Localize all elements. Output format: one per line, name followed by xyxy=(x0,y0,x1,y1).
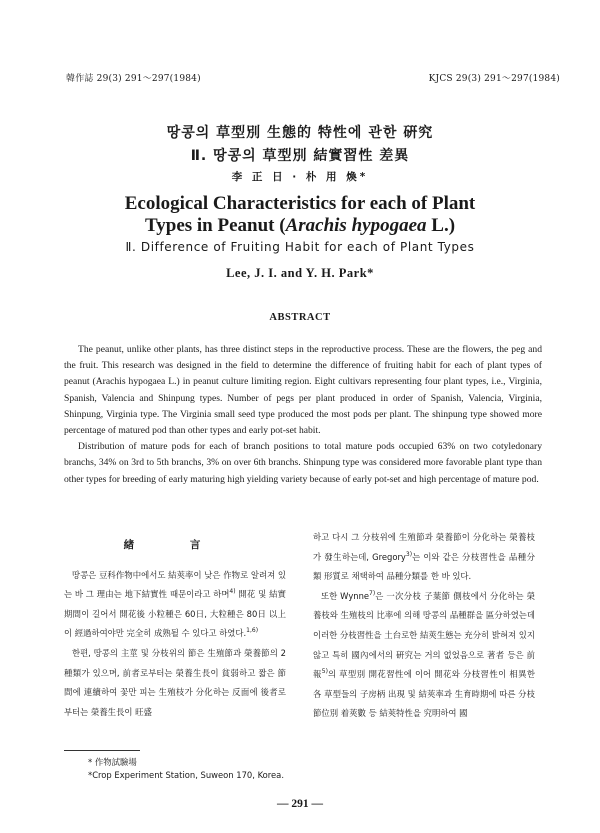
footnote-english: *Crop Experiment Station, Suweon 170, Korea. xyxy=(88,770,284,780)
page-number: — 291 — xyxy=(277,798,323,810)
abstract-heading: ABSTRACT xyxy=(269,312,331,323)
english-title-line1: Ecological Characteristics for each of Plant xyxy=(124,193,476,214)
english-title-line2 xyxy=(0,214,600,238)
english-title-line2-pre: Types in Peanut ( xyxy=(144,215,286,236)
english-subtitle: Ⅱ. Difference of Fruiting Habit for each of Plant Types xyxy=(125,240,475,254)
korean-title-line1: 땅콩의 草型別 生態的 特性에 관한 硏究 xyxy=(166,125,434,141)
journal-header-english: KJCS 29(3) 291～297(1984) xyxy=(428,74,560,84)
footnote-rule xyxy=(64,750,140,751)
citation-ref: 3) xyxy=(405,550,413,558)
citation-ref: 7) xyxy=(369,589,376,597)
introduction-heading: 緖 言 xyxy=(123,539,227,551)
right-column xyxy=(313,528,535,724)
abstract-body xyxy=(64,342,542,488)
english-title-line2-post: L.) xyxy=(426,215,456,236)
intro-paragraph-1: 땅콩은 豆科作物中에서도 結莢率이 낮은 作物로 알려져 있는 바 그 理由는 地下結實性 때문이라고 하며$^{4)}$ 開花 및 結實期間이 길어서 開花後 小粒種은 60日, 大粒種은 80日 以上이 經過하여야만 完全히 成熟될 수 있다고 하였다.$^{1,6)}$ xyxy=(64,569,287,639)
korean-authors: 李 正 日 · 朴 用 煥* xyxy=(231,171,369,183)
korean-title-line2: Ⅱ. 땅콩의 草型別 結實習性 差異 xyxy=(190,148,410,164)
intro-paragraph-2: 한편, 땅콩의 主莖 및 分枝위의 節은 生殖節과 榮養節의 2種類가 있으며, 前者로부터는 榮養生長이 貧弱하고 짧은 節間에 連續하여 꽃만 피는 生殖枝가 分化하는 反面에 後者로부터는 榮養生長이 旺盛 xyxy=(64,647,286,717)
english-authors: Lee, J. I. and Y. H. Park* xyxy=(226,266,374,280)
citation-ref: 5) xyxy=(321,668,328,676)
abstract-paragraph-2: Distribution of mature pods for each of branch positions to total mature pods occupied 63% on two cotyledonary branchs, 34% on 3rd to 5th branchs, 3% on over 6th branchs. Shinpung type was considered more favorable plant type than other types for breeding of early maturing high yielding variety because of early pot-set and high percentage of mature pod. xyxy=(64,441,542,485)
species-name: Arachis hypogaea xyxy=(285,215,427,236)
abstract-paragraph-1: The peanut, unlike other plants, has three distinct steps in the reproductive process. These are the flowers, the peg and the fruit. This research was designed in the field to determine the difference of fruiting habit for each of plant types of peanut (Arachis hypogaea L.) in peanut culture limiting region. Eight cultivars representing four plant types, i.e., Virginia, Spanish, Valencia and Shinpung types. Number of pegs per plant produced in order of Spanish, Valencia, Virginia, Shinpung, Virginia type. The Virginia small seed type produced the most pods per plant. The shinpung type showed more percentage of matured pod than other types and early pot-set habit. xyxy=(64,344,542,437)
journal-header-korean: 韓作誌 29(3) 291～297(1984) xyxy=(66,74,201,84)
citation-ref: 4) xyxy=(229,588,236,596)
footnote-korean: * 作物試驗場 xyxy=(88,757,137,767)
intro-paragraph-4: 또한 Wynne$^{7)}$은 一次分枝 子葉節 側枝에서 分化하는 榮養枝와 生殖枝의 比率에 의해 땅콩의 品種群을 區分하였는데 이러한 分枝習性을 土台로한 結莢生態는 充分히 밝혀져 있지 않고 특히 國內에서의 硏究는 거의 없었음으로 著者 등은 前報$^{5)}$의 草型別 開花習性에 이어 開花와 分枝習性이 相異한 各 草型들의 子房柄 出現 및 結莢率과 生育時期에 따른 分枝節位別 着莢數 등 結莢特性을 究明하여 國 xyxy=(313,589,535,719)
citation-ref: 1,6) xyxy=(246,627,259,635)
intro-paragraph-3: 하고 다시 그 分枝위에 生殖節과 榮養節이 分化하는 榮養枝가 發生하는데, Gregory$^{3)}$는 이와 같은 分枝習性을 品種分類 形質로 채택하여 品種分類를 한 바 있다. xyxy=(313,532,535,582)
left-column xyxy=(64,524,286,722)
